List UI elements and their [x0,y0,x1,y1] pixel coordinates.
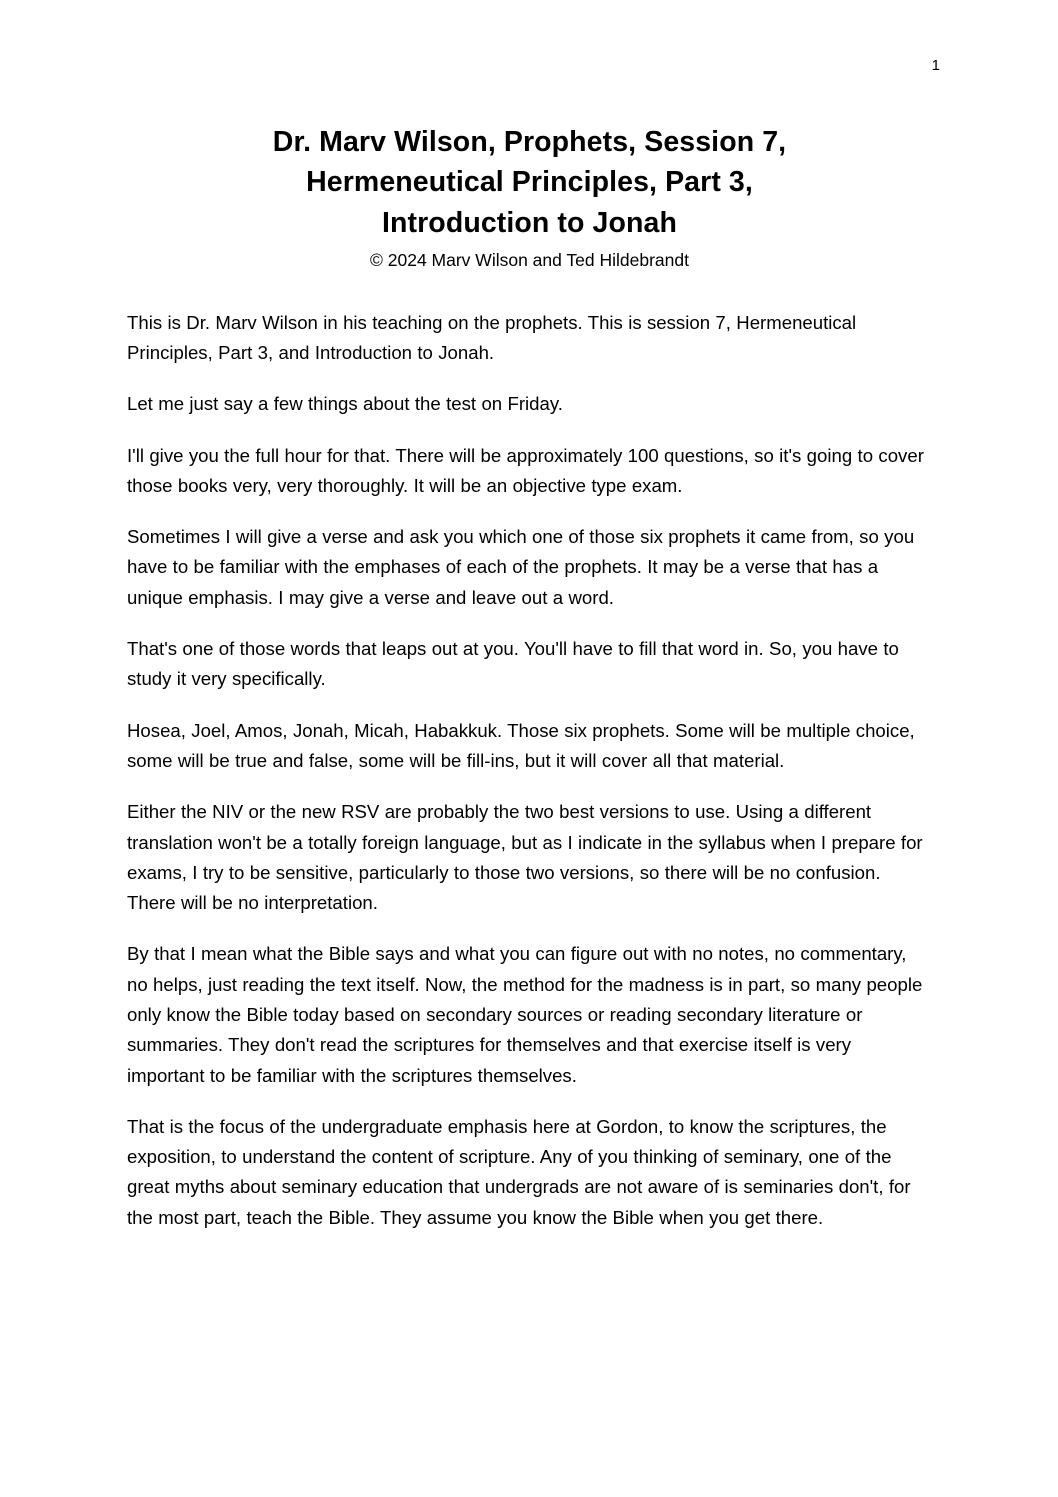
page-number: 1 [931,57,940,74]
copyright-line: © 2024 Marv Wilson and Ted Hildebrandt [370,250,689,271]
paragraph: That is the focus of the undergraduate emphasis here at Gordon, to know the scriptures, the exposition, to understand the content of scripture. Any of you thinking of seminary, one of the great myths about seminary education that undergrads are not aware of is seminaries don't, for the most part, teach the Bible. They assume you know the Bible when you get there. [127,1115,911,1228]
paragraph: Let me just say a few things about the test on Friday. [127,393,563,415]
paragraph: Sometimes I will give a verse and ask you which one of those six prophets it came from, so you have to be familiar with the emphases of each of the prophets. It may be a verse that has a unique emphasis. I may give a verse and leave out a word. [127,526,915,608]
paragraph: Either the NIV or the new RSV are probably the two best versions to use. Using a different translation won't be a totally foreign language, but as I indicate in the syllabus when I prepare for exams, I try to be sensitive, particularly to those two versions, so there will be no confusion. There will be no interpretation. [127,801,923,914]
page-title [127,122,932,243]
paragraph: That's one of those words that leaps out at you. You'll have to fill that word in. So, you have to study it very specifically. [127,638,899,690]
title-line-3: Introduction to Jonah [382,206,677,239]
title-line-2: Hermeneutical Principles, Part 3, [306,166,753,199]
paragraph: Hosea, Joel, Amos, Jonah, Micah, Habakkuk. Those six prophets. Some will be multiple choice, some will be true and false, some will be fill-ins, but it will cover all that material. [127,719,915,771]
body-text [127,308,932,1233]
paragraph: By that I mean what the Bible says and what you can figure out with no notes, no commentary, no helps, just reading the text itself. Now, the method for the madness is in part, so many people only know the Bible today based on secondary sources or reading secondary literature or summaries. They don't read the scriptures for themselves and that exercise itself is very important to be familiar with the scriptures themselves. [127,943,923,1086]
paragraph: This is Dr. Marv Wilson in his teaching on the prophets. This is session 7, Hermeneutical Principles, Part 3, and Introduction to Jonah. [127,311,857,363]
title-line-1: Dr. Marv Wilson, Prophets, Session 7, [272,126,787,158]
paragraph: I'll give you the full hour for that. There will be approximately 100 questions, so it's going to cover those books very, very thoroughly. It will be an objective type exam. [127,444,924,496]
document-content [127,122,932,1233]
